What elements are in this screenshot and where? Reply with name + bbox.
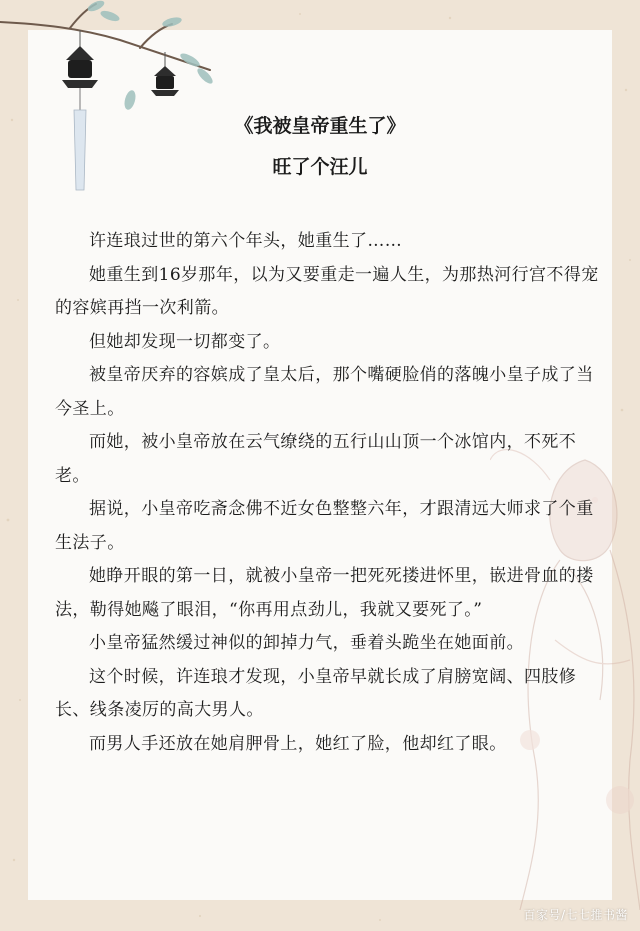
paragraph: 被皇帝厌弃的容嫔成了皇太后，那个嘴硬脸俏的落魄小皇子成了当今圣上。 <box>55 365 594 419</box>
paragraph: 她重生到16岁那年，以为又要重走一遍人生，为那热河行宫不得宠的容嫔再挡一次利箭。 <box>55 264 599 318</box>
author-name: 旺了个汪儿 <box>272 156 368 178</box>
paragraph: 她睁开眼的第一日，就被小皇帝一把死死搂进怀里，嵌进骨血的搂法，勒得她飚了眼泪，“你再用点劲儿，我就又要死了。” <box>55 566 594 620</box>
paragraph: 小皇帝猛然缓过神似的卸掉力气，垂着头跪坐在她面前。 <box>89 633 524 653</box>
article-body <box>55 225 607 761</box>
watermark: 百家号/七七推书酱 <box>523 908 628 922</box>
paragraph: 据说，小皇帝吃斋念佛不近女色整整六年，才跟清远大师求了个重生法子。 <box>55 499 594 553</box>
paragraph: 这个时候，许连琅才发现，小皇帝早就长成了肩膀宽阔、四肢修长、线条凌厉的高大男人。 <box>55 666 577 720</box>
paragraph: 而她，被小皇帝放在云气缭绕的五行山山顶一个冰馆内，不死不老。 <box>55 432 577 486</box>
title-block <box>28 112 612 181</box>
book-title: 《我被皇帝重生了》 <box>234 115 406 137</box>
paragraph: 而男人手还放在她肩胛骨上，她红了脸，他却红了眼。 <box>89 733 507 754</box>
paragraph: 但她却发现一切都变了。 <box>89 331 281 352</box>
paragraph: 许连琅过世的第六个年头，她重生了…… <box>89 231 403 251</box>
